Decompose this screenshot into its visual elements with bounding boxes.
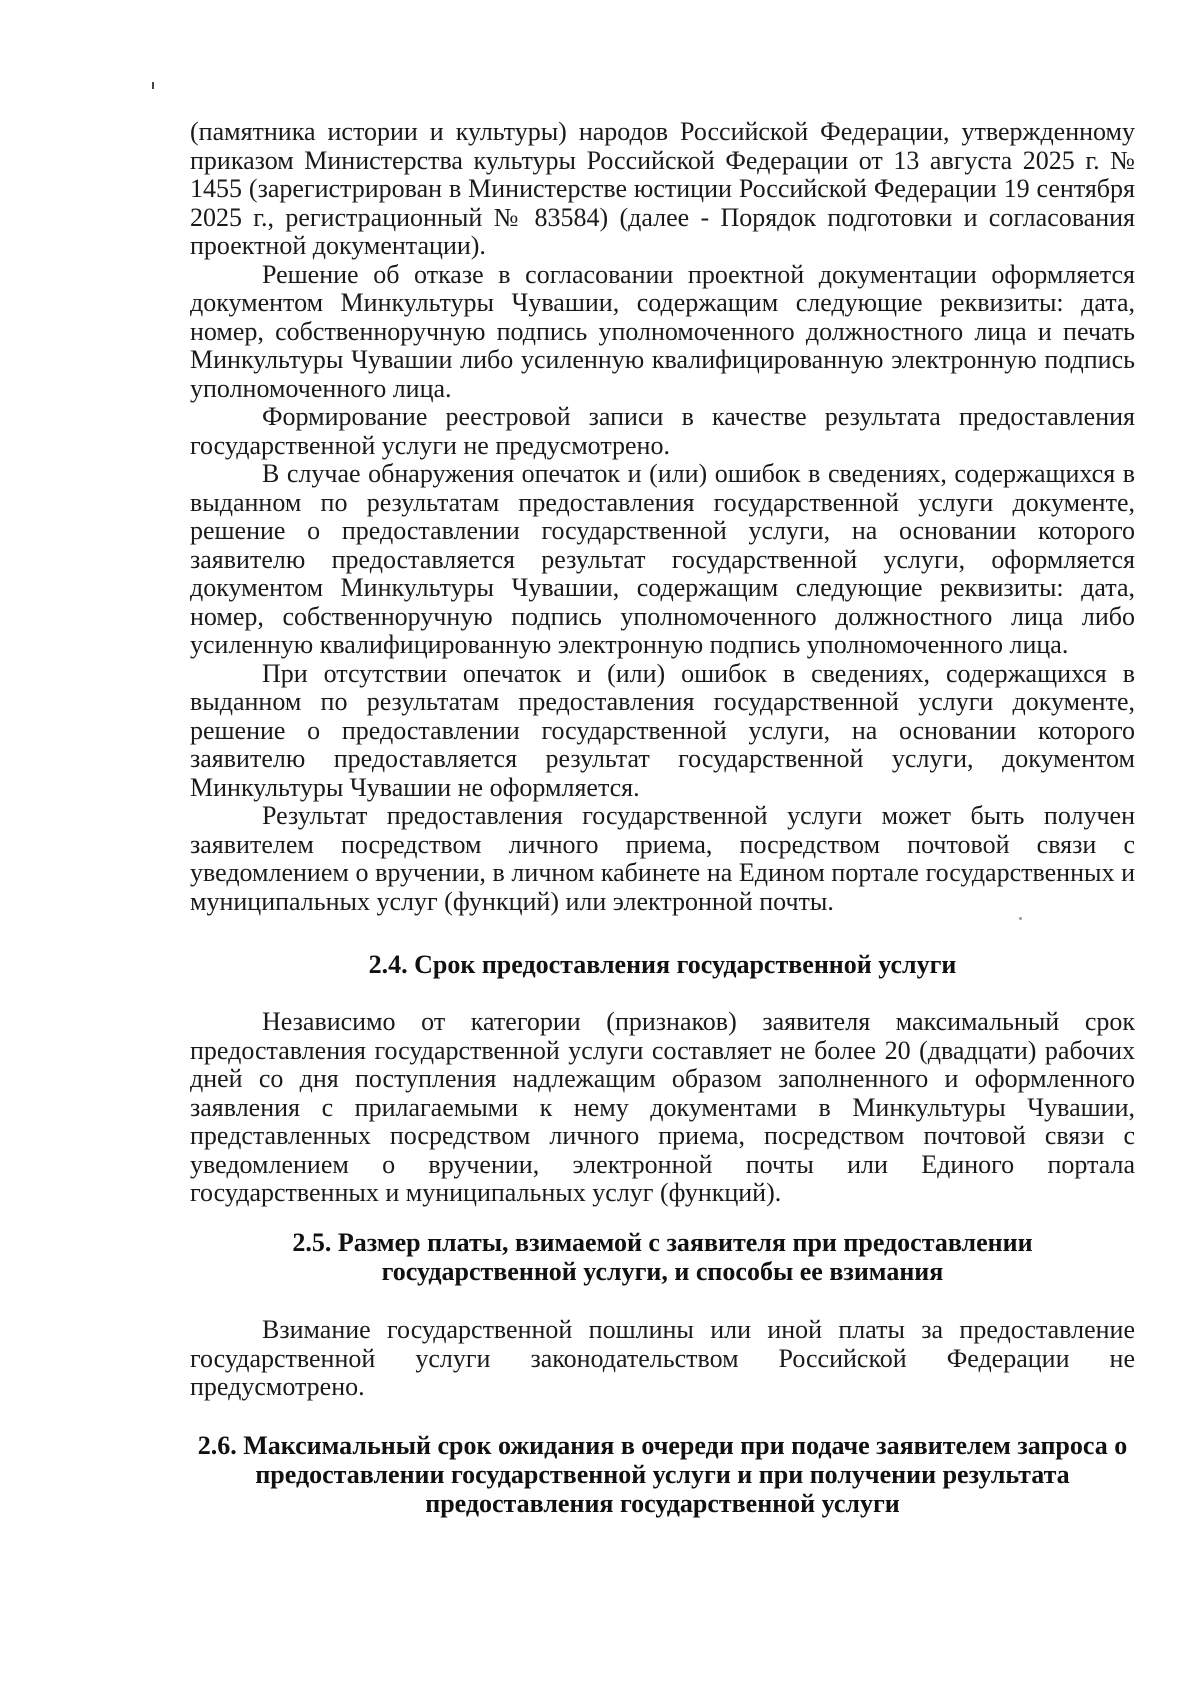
paragraph-continuation: (памятника истории и культуры) народов Российской Федерации, утвержденному приказом Министерства культуры Российской Федерации от 13 августа 2025 г. № 1455 (зарегистрирован в Министерстве юстиции Российской Федерации 19 сентября 2025 г., регистрационный № 83584) (далее - Порядок подготовки и согласования проектной документации).: [190, 117, 1135, 260]
paragraph-service-term: Независимо от категории (признаков) заявителя максимальный срок предоставления государственной услуги составляет не более 20 (двадцати) рабочих дней со дня поступления надлежащим образом заполненного и оформленного заявления с прилагаемыми к нему документами в Минкультуры Чувашии, представленных посредством личного приема, посредством почтовой связи с уведомлением о вручении, электронной почты или Единого портала государственных и муниципальных услуг (функций).: [190, 1007, 1135, 1207]
section-2-6-heading-line3: предоставления государственной услуги: [425, 1489, 900, 1518]
section-2-6-heading-line1: 2.6. Максимальный срок ожидания в очереди при подаче заявителем запроса о: [197, 1431, 1128, 1460]
paragraph-refusal-decision: Решение об отказе в согласовании проектной документации оформляется документом Минкультуры Чувашии, содержащим следующие реквизиты: дата, номер, собственноручную подпись уполномоченного должностного лица и печать Минкультуры Чувашии либо усиленную квалифицированную электронную подпись уполномоченного лица.: [190, 259, 1135, 403]
paragraph-result-delivery: Результат предоставления государственной услуги может быть получен заявителем посредством личного приема, посредством почтовой связи с уведомлением о вручении, в личном кабинете на Едином портале государственных и муниципальных услуг (функций) или электронной почты.: [190, 801, 1135, 916]
section-2-5-body: [190, 1316, 1135, 1402]
section-2-6-heading: [190, 1431, 1135, 1518]
body-text-block: [190, 118, 1135, 916]
scan-artifact: [152, 82, 154, 89]
section-2-5-heading-line1: 2.5. Размер платы, взимаемой с заявителя при предоставлении: [292, 1228, 1033, 1257]
paragraph-fee: Взимание государственной пошлины или иной платы за предоставление государственной услуги законодательством Российской Федерации не предусмотрено.: [190, 1315, 1135, 1401]
section-2-6-heading-line2: предоставлении государственной услуги и при получении результата: [255, 1460, 1070, 1489]
paragraph-typo-detected: В случае обнаружения опечаток и (или) ошибок в сведениях, содержащихся в выданном по результатам предоставления государственной услуги документе, решение о предоставлении государственной услуги, на основании которого заявителю предоставляется результат государственной услуги, оформляется документом Минкультуры Чувашии, содержащим следующие реквизиты: дата, номер, собственноручную подпись уполномоченного должностного лица либо усиленную квалифицированную электронную подпись уполномоченного лица.: [190, 459, 1135, 659]
scan-artifact-dot: [1019, 917, 1022, 920]
paragraph-registry-record: Формирование реестровой записи в качестве результата предоставления государственной услуги не предусмотрено.: [190, 402, 1135, 460]
section-2-4-body: [190, 1008, 1135, 1208]
paragraph-no-typo: При отсутствии опечаток и (или) ошибок в сведениях, содержащихся в выданном по результатам предоставления государственной услуги документе, решение о предоставлении государственной услуги, на основании которого заявителю предоставляется результат государственной услуги, документом Минкультуры Чувашии не оформляется.: [190, 658, 1135, 802]
section-2-4-heading: 2.4. Срок предоставления государственной услуги: [368, 950, 957, 979]
section-2-5-heading-line2: государственной услуги, и способы ее взимания: [381, 1257, 944, 1286]
section-2-5-heading: [190, 1228, 1135, 1286]
